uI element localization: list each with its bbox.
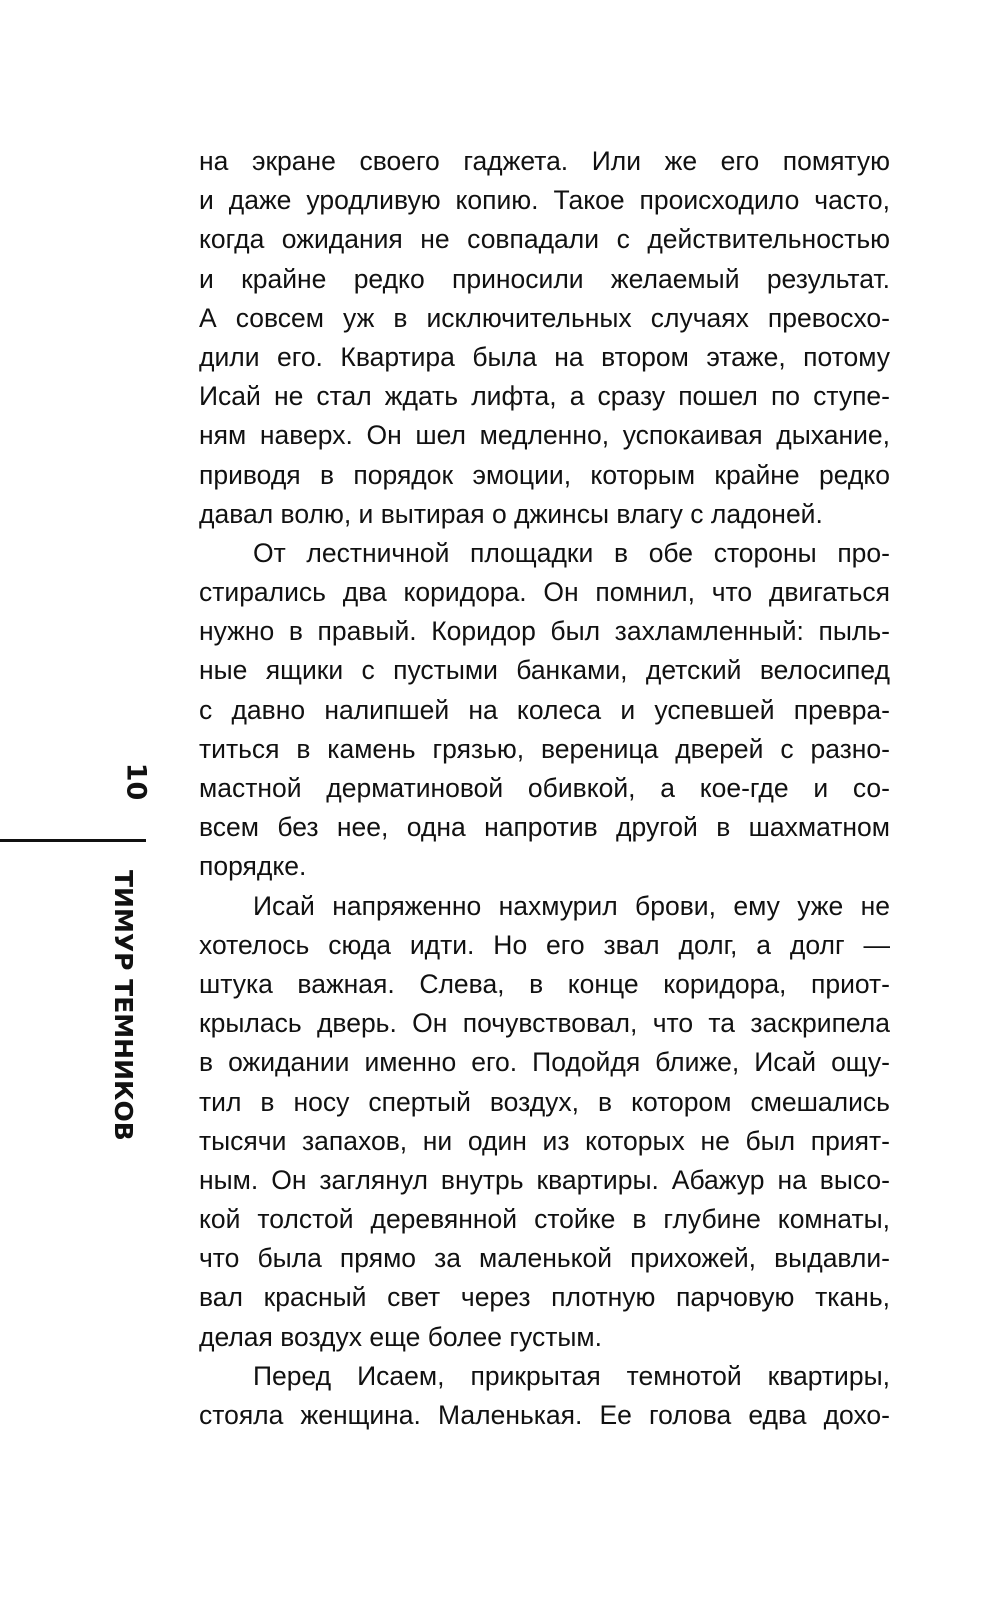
- text-line: Исай не стал ждать лифта, а сразу пошел по ступе-: [199, 381, 890, 412]
- text-line: приводя в порядок эмоции, которым крайне редко: [199, 459, 890, 490]
- text-line: мастной дерматиновой обивкой, а кое-где и со-: [199, 773, 890, 803]
- text-line: делая воздух еще более густым.: [199, 1321, 602, 1352]
- text-line: титься в камень грязью, вереница дверей с разно-: [199, 733, 890, 764]
- text-line: всем без нее, одна напротив другой в шахматном: [199, 812, 890, 843]
- text-line: с давно налипшей на колеса и успевшей превра-: [199, 694, 890, 725]
- text-line: штука важная. Слева, в конце коридора, приот-: [199, 968, 890, 999]
- text-line: давал волю, и вытирая о джинсы влагу с ладоней.: [199, 498, 823, 529]
- page-number: 10: [120, 762, 152, 801]
- text-line: Перед Исаем, прикрытая темнотой квартиры,: [253, 1360, 890, 1391]
- text-line: вал красный свет через плотную парчовую ткань,: [199, 1282, 890, 1313]
- text-line: От лестничной площадки в обе стороны про-: [253, 537, 890, 568]
- text-line: в ожидании именно его. Подойдя ближе, Исай ощу-: [199, 1047, 890, 1078]
- text-line: тысячи запахов, ни один из которых не был прият-: [199, 1125, 890, 1156]
- paragraph: [199, 1357, 890, 1435]
- text-line: ным. Он заглянул внутрь квартиры. Абажур на высо-: [199, 1164, 890, 1195]
- text-line: на экране своего гаджета. Или же его помятую: [199, 146, 890, 176]
- text-line: кой толстой деревянной стойке в глубине комнаты,: [199, 1204, 890, 1235]
- text-line: А совсем уж в исключительных случаях превосхо-: [199, 302, 890, 333]
- text-line: тил в носу спертый воздух, в котором смешались: [199, 1086, 890, 1117]
- text-line: когда ожидания не совпадали с действительностью: [199, 224, 890, 255]
- text-line: порядке.: [199, 851, 307, 882]
- text-line: хотелось сюда идти. Но его звал долг, а долг —: [199, 929, 890, 960]
- paragraph: [199, 534, 890, 887]
- text-line: и даже уродливую копию. Такое происходило часто,: [199, 185, 890, 216]
- text-line: ные ящики с пустыми банками, детский велосипед: [199, 655, 890, 686]
- text-line: что была прямо за маленькой прихожей, выдавли-: [199, 1243, 890, 1274]
- text-line: Исай напряженно нахмурил брови, ему уже не: [253, 890, 890, 921]
- text-line: ням наверх. Он шел медленно, успокаивая дыхание,: [199, 420, 890, 451]
- text-line: стояла женщина. Маленькая. Ее голова едва дохо-: [199, 1400, 890, 1430]
- margin-rule: [0, 839, 146, 842]
- text-line: нужно в правый. Коридор был захламленный: пыль-: [199, 616, 890, 647]
- text-line: крылась дверь. Он почувствовал, что та заскрипела: [199, 1008, 890, 1039]
- paragraph: [199, 142, 890, 534]
- running-head: ТИМУР ТЕМНИКОВ: [109, 870, 138, 1141]
- paragraph: [199, 887, 890, 1357]
- text-line: дили его. Квартира была на втором этаже, потому: [199, 341, 890, 372]
- text-line: и крайне редко приносили желаемый результат.: [199, 263, 890, 294]
- text-line: стирались два коридора. Он помнил, что двигаться: [199, 577, 890, 608]
- body-text: [199, 142, 890, 1435]
